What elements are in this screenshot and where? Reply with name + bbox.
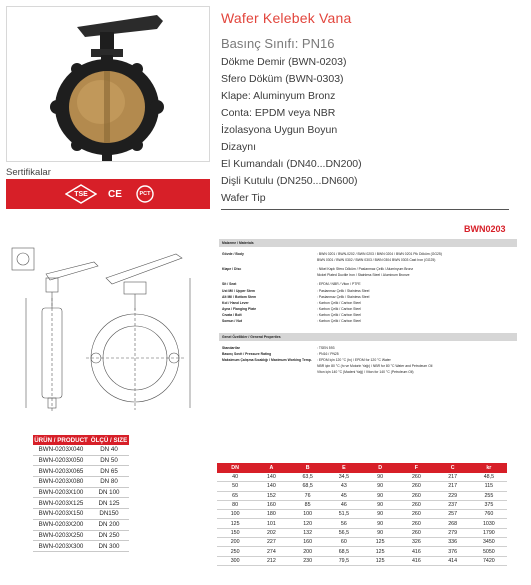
- table-row: [217, 557, 507, 566]
- table-cell: 414: [448, 557, 458, 564]
- table-cell: 79,5: [338, 557, 350, 564]
- table-cell: 125: [375, 548, 385, 555]
- table-cell: 125: [375, 557, 385, 564]
- table-row: [217, 547, 507, 556]
- column-header: D: [378, 465, 383, 471]
- column-header: A: [269, 465, 274, 471]
- table-cell: 1790: [482, 529, 495, 536]
- table-cell: 85: [304, 502, 311, 509]
- spec-line: Dizaynı: [221, 141, 257, 153]
- table-cell: 150: [230, 529, 240, 536]
- spec-line: İzolasyona Uygun Boyun: [221, 124, 338, 136]
- table-row: BWN-0203X125 DN 125: [33, 498, 129, 509]
- table-cell: 90: [377, 483, 384, 490]
- table-cell: 260: [411, 483, 421, 490]
- table-row: Maksimum Çalışma Sıcaklığı / Maximum Working Temp. : EPDM için 120 °C (hı) / EPDM for 120 °C Water: [222, 358, 391, 362]
- table-cell: 152: [266, 492, 276, 499]
- tse-label: TSE: [74, 190, 88, 198]
- table-row: BWN-0203X040 DN 40: [33, 445, 129, 456]
- table-cell: 180: [266, 511, 276, 518]
- table-cell: 212: [266, 557, 276, 564]
- table-cell: 336: [448, 539, 458, 546]
- table-cell: 60: [340, 539, 347, 546]
- column-header: kr: [486, 465, 492, 471]
- table-row: [217, 501, 507, 510]
- table-cell: 63,5: [302, 474, 313, 481]
- table-cell: 260: [411, 529, 421, 536]
- table-cell: 230: [303, 557, 313, 564]
- table-cell: 50: [232, 483, 239, 490]
- column-header: DN: [231, 465, 239, 471]
- table-cell: 160: [303, 539, 313, 546]
- product-size-table: [33, 435, 129, 552]
- table-row: Gövde / Body : BWN 0201 / BWN-0202 / BWN 0203 / BWN 0204 / BWN 0201 Pik Döküm (GG25): [222, 252, 442, 256]
- table-row: Klape / Disc : Nikel Kaplı Sfero Döküm / Paslanmaz Çelik / Aluminyum Bronz: [222, 267, 414, 271]
- series-code: BWN0203: [464, 224, 506, 234]
- table-row: Üst Mil / Upper Stem : Paslanmaz Çelik / Stainless Steel: [222, 289, 370, 293]
- properties-table-header: Genel Özellikler / General Properties: [219, 333, 517, 341]
- table-cell: 200: [230, 539, 240, 546]
- table-row: BWN-0203X250 DN 250: [33, 531, 129, 542]
- table-row: [217, 482, 507, 491]
- table-cell: 260: [411, 520, 421, 527]
- table-cell: 34,5: [338, 474, 350, 481]
- certificates-bar: [6, 179, 210, 209]
- table-cell: 229: [448, 492, 458, 499]
- product-photo: [6, 6, 210, 162]
- table-cell: 45: [340, 492, 347, 499]
- table-cell: 160: [266, 502, 276, 509]
- table-cell: 125: [230, 520, 240, 527]
- table-cell: 76: [304, 492, 311, 499]
- table-cell: 90: [377, 529, 384, 536]
- table-cell: 279: [448, 529, 458, 536]
- table-row: Basınç Sınıfı / Pressure Rating : PN16 / PN25: [222, 352, 339, 356]
- table-row: BWN-0203X050 DN 50: [33, 456, 129, 467]
- table-cell: 217: [448, 483, 458, 490]
- table-row: [217, 529, 507, 538]
- table-cell: 51,5: [338, 511, 350, 518]
- table-cell: 326: [411, 539, 421, 546]
- spec-line: Klape: Aluminyum Bronz: [221, 90, 336, 102]
- table-cell: 90: [377, 511, 384, 518]
- table-cell: 257: [448, 511, 458, 518]
- table-row: Kol / Hand Lever : Karbon Çelik / Carbon Steel: [222, 301, 361, 305]
- spec-line: El Kumandalı (DN40...DN200): [221, 158, 362, 170]
- table-cell: 90: [377, 492, 384, 499]
- table-row: Standartlar : TSEN 593: [222, 346, 335, 350]
- table-cell: 90: [377, 502, 384, 509]
- table-cell: 56,5: [338, 529, 350, 536]
- table-cell: 68,5: [302, 483, 313, 490]
- dimension-table: [217, 463, 507, 566]
- column-header: E: [342, 465, 346, 471]
- table-row: [217, 538, 507, 547]
- ce-mark: CE: [108, 188, 122, 200]
- column-header-size: ÖLÇÜ / SIZE: [90, 436, 128, 444]
- table-cell: 48,5: [483, 474, 495, 481]
- table-cell: 416: [411, 557, 421, 564]
- table-row: Somun / Nut : Karbon Çelik / Carbon Steel: [222, 319, 361, 323]
- table-cell: 140: [266, 483, 276, 490]
- column-header: F: [414, 465, 418, 471]
- table-row: Nickel Plated Ductile Iron / Stainless Steel / Aluminum Bronze: [317, 273, 410, 277]
- table-row: Cıvata / Bolt : Karbon Çelik / Carbon Steel: [222, 313, 361, 317]
- spec-line: Wafer Tip: [221, 192, 266, 204]
- table-row: BWN 0301 / BWN 0302 / BWN 0303 / BWN 0304 BWN 0303 Cast Iron (GG25): [317, 258, 436, 262]
- table-header: [217, 463, 507, 473]
- spec-line: Dişli Kutulu (DN250...DN600): [221, 175, 358, 187]
- table-cell: 120: [303, 520, 313, 527]
- table-cell: 43: [340, 483, 347, 490]
- table-cell: 100: [230, 511, 240, 518]
- spec-line: Sfero Döküm (BWN-0303): [221, 73, 344, 85]
- table-cell: 376: [448, 548, 458, 555]
- table-cell: 80: [232, 502, 239, 509]
- table-row: BWN-0203X200 DN 200: [33, 520, 129, 531]
- table-cell: 260: [411, 502, 421, 509]
- table-row: BWN-0203X150 DN150: [33, 509, 129, 520]
- divider: [221, 209, 509, 210]
- table-row: NBR için 80 °C (hı ve Motorin Yağı) / NBR for 80 °C Water and Petroleum Oil: [317, 364, 433, 368]
- spec-line: Dökme Demir (BWN-0203): [221, 56, 347, 68]
- certificates-label: Sertifikalar: [6, 167, 51, 178]
- table-cell: 260: [411, 492, 421, 499]
- product-title: Wafer Kelebek Vana: [221, 10, 352, 26]
- table-cell: 68,5: [338, 548, 350, 555]
- table-row: [217, 519, 507, 528]
- table-row: BWN-0203X100 DN 100: [33, 488, 129, 499]
- table-row: Alt Mil / Bottom Stem : Paslanmaz Çelik / Stainless Steel: [222, 295, 370, 299]
- table-cell: 227: [266, 539, 276, 546]
- spec-line: Conta: EPDM veya NBR: [221, 107, 336, 119]
- table-cell: 237: [448, 502, 458, 509]
- table-cell: 90: [377, 520, 384, 527]
- table-cell: 115: [484, 483, 494, 490]
- table-row: Viton için 140 °C (Madeni Yağ) / Viton for 140 °C (Petroleum Oil): [317, 370, 414, 374]
- table-cell: 65: [232, 492, 239, 499]
- table-cell: 202: [266, 529, 276, 536]
- table-cell: 100: [303, 511, 313, 518]
- table-row: BWN-0203X300 DN 300: [33, 541, 129, 552]
- table-cell: 140: [266, 474, 276, 481]
- table-cell: 274: [266, 548, 276, 555]
- table-cell: 268: [448, 520, 458, 527]
- table-row: [217, 510, 507, 519]
- table-row: [217, 492, 507, 501]
- table-cell: 3450: [482, 539, 495, 546]
- table-row: Ayna / Flanging Plate : Karbon Çelik / Carbon Steel: [222, 307, 361, 311]
- column-header: B: [305, 465, 310, 471]
- table-cell: 90: [377, 474, 384, 481]
- table-row: BWN-0203X080 DN 80: [33, 477, 129, 488]
- table-cell: 375: [484, 502, 494, 509]
- gost-label: PCT: [139, 191, 151, 197]
- table-cell: 760: [484, 511, 494, 518]
- table-cell: 1030: [482, 520, 495, 527]
- table-cell: 101: [266, 520, 276, 527]
- table-row: Sit / Seat : EPDM / NBR / Viton / PTFE: [222, 282, 361, 286]
- table-row: BWN-0203X065 DN 65: [33, 466, 129, 477]
- table-cell: 7420: [482, 557, 495, 564]
- table-cell: 56: [340, 520, 347, 527]
- table-cell: 300: [230, 557, 240, 564]
- table-cell: 5050: [482, 548, 495, 555]
- table-cell: 255: [484, 492, 494, 499]
- gost-logo: [132, 179, 158, 209]
- table-cell: 132: [303, 529, 313, 536]
- table-cell: 416: [411, 548, 421, 555]
- table-cell: 260: [411, 474, 421, 481]
- technical-drawing: [6, 238, 206, 428]
- table-cell: 250: [230, 548, 240, 555]
- material-table-header: Malzeme / Materials: [219, 239, 517, 247]
- column-header: C: [450, 465, 455, 471]
- table-header: [33, 435, 129, 445]
- column-header-product: ÜRÜN / PRODUCT: [34, 436, 88, 444]
- butterfly-valve-image: [7, 7, 211, 163]
- material-table: [219, 239, 517, 403]
- table-cell: 46: [340, 502, 347, 509]
- table-cell: 40: [232, 474, 239, 481]
- table-cell: 260: [411, 511, 421, 518]
- table-cell: 125: [375, 539, 385, 546]
- table-row: [217, 473, 507, 482]
- table-cell: 200: [303, 548, 313, 555]
- table-cell: 217: [448, 474, 458, 481]
- pressure-class: Basınç Sınıfı: PN16: [221, 36, 335, 51]
- tse-logo: [64, 179, 98, 209]
